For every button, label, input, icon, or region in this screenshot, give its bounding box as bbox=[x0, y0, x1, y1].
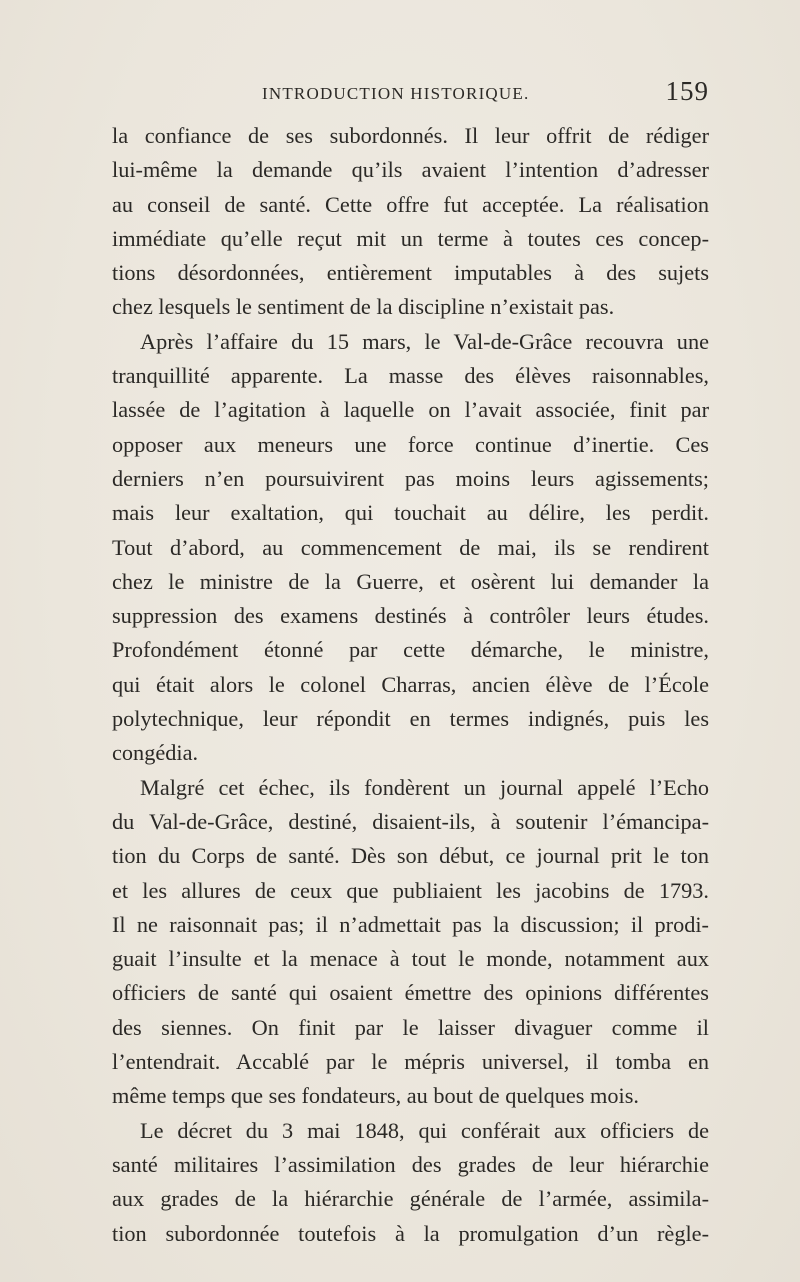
text-line: tranquillité apparente. La masse des élèves raisonnables, bbox=[112, 363, 709, 389]
text-line: tions désordonnées, entièrement imputables à des sujets bbox=[112, 260, 709, 286]
text-line: tion du Corps de santé. Dès son début, ce journal prit le ton bbox=[112, 843, 709, 869]
text-line: officiers de santé qui osaient émettre des opinions différentes bbox=[112, 980, 709, 1006]
text-line: tion subordonnée toutefois à la promulgation d’un règle- bbox=[112, 1220, 709, 1246]
text-line: opposer aux meneurs une force continue d’inertie. Ces bbox=[112, 431, 709, 457]
text-line: immédiate qu’elle reçut mit un terme à toutes ces concep- bbox=[112, 225, 709, 251]
text-line: du Val-de-Grâce, destiné, disaient-ils, à soutenir l’émancipa- bbox=[112, 808, 709, 834]
text-line: derniers n’en poursuivirent pas moins leurs agissements; bbox=[112, 465, 709, 491]
text-line: chez le ministre de la Guerre, et osèrent lui demander la bbox=[112, 568, 709, 594]
text-line: et les allures de ceux que publiaient les jacobins de 1793. bbox=[112, 877, 709, 903]
text-line: même temps que ses fondateurs, au bout de quelques mois. bbox=[112, 1083, 639, 1109]
text-line: au conseil de santé. Cette offre fut acceptée. La réalisation bbox=[112, 191, 709, 217]
page-number: 159 bbox=[665, 76, 709, 106]
text-line: Il ne raisonnait pas; il n’admettait pas la discussion; il prodi- bbox=[112, 911, 709, 937]
text-line: congédia. bbox=[112, 740, 199, 766]
text-line: polytechnique, leur répondit en termes indignés, puis les bbox=[112, 706, 709, 732]
text-line: lui-même la demande qu’ils avaient l’intention d’adresser bbox=[112, 157, 709, 183]
text-line: l’entendrait. Accablé par le mépris universel, il tomba en bbox=[112, 1049, 709, 1075]
text-line: Malgré cet échec, ils fondèrent un journal appelé l’Echo bbox=[140, 774, 709, 800]
text-line: suppression des examens destinés à contrôler leurs études. bbox=[112, 603, 709, 629]
text-line: Tout d’abord, au commencement de mai, ils se rendirent bbox=[112, 534, 709, 560]
text-line: santé militaires l’assimilation des grades de leur hiérarchie bbox=[112, 1151, 709, 1177]
body-text bbox=[112, 119, 709, 1251]
text-line: qui était alors le colonel Charras, ancien élève de l’École bbox=[112, 671, 709, 697]
page-header bbox=[112, 78, 709, 118]
text-line: Après l’affaire du 15 mars, le Val-de-Grâce recouvra une bbox=[140, 328, 709, 354]
text-line: chez lesquels le sentiment de la discipline n’existait pas. bbox=[112, 294, 615, 320]
text-line: la confiance de ses subordonnés. Il leur offrit de rédiger bbox=[112, 123, 709, 148]
text-line: guait l’insulte et la menace à tout le monde, notamment aux bbox=[112, 946, 709, 972]
text-line: des siennes. On finit par le laisser divaguer comme il bbox=[112, 1014, 709, 1040]
text-line: mais leur exaltation, qui touchait au délire, les perdit. bbox=[112, 500, 709, 526]
text-line: Le décret du 3 mai 1848, qui conférait aux officiers de bbox=[140, 1117, 709, 1143]
text-line: aux grades de la hiérarchie générale de l’armée, assimila- bbox=[112, 1186, 709, 1212]
text-line: lassée de l’agitation à laquelle on l’avait associée, finit par bbox=[112, 397, 709, 423]
running-title: INTRODUCTION HISTORIQUE. bbox=[262, 84, 530, 103]
text-line: Profondément étonné par cette démarche, le ministre, bbox=[112, 637, 709, 663]
